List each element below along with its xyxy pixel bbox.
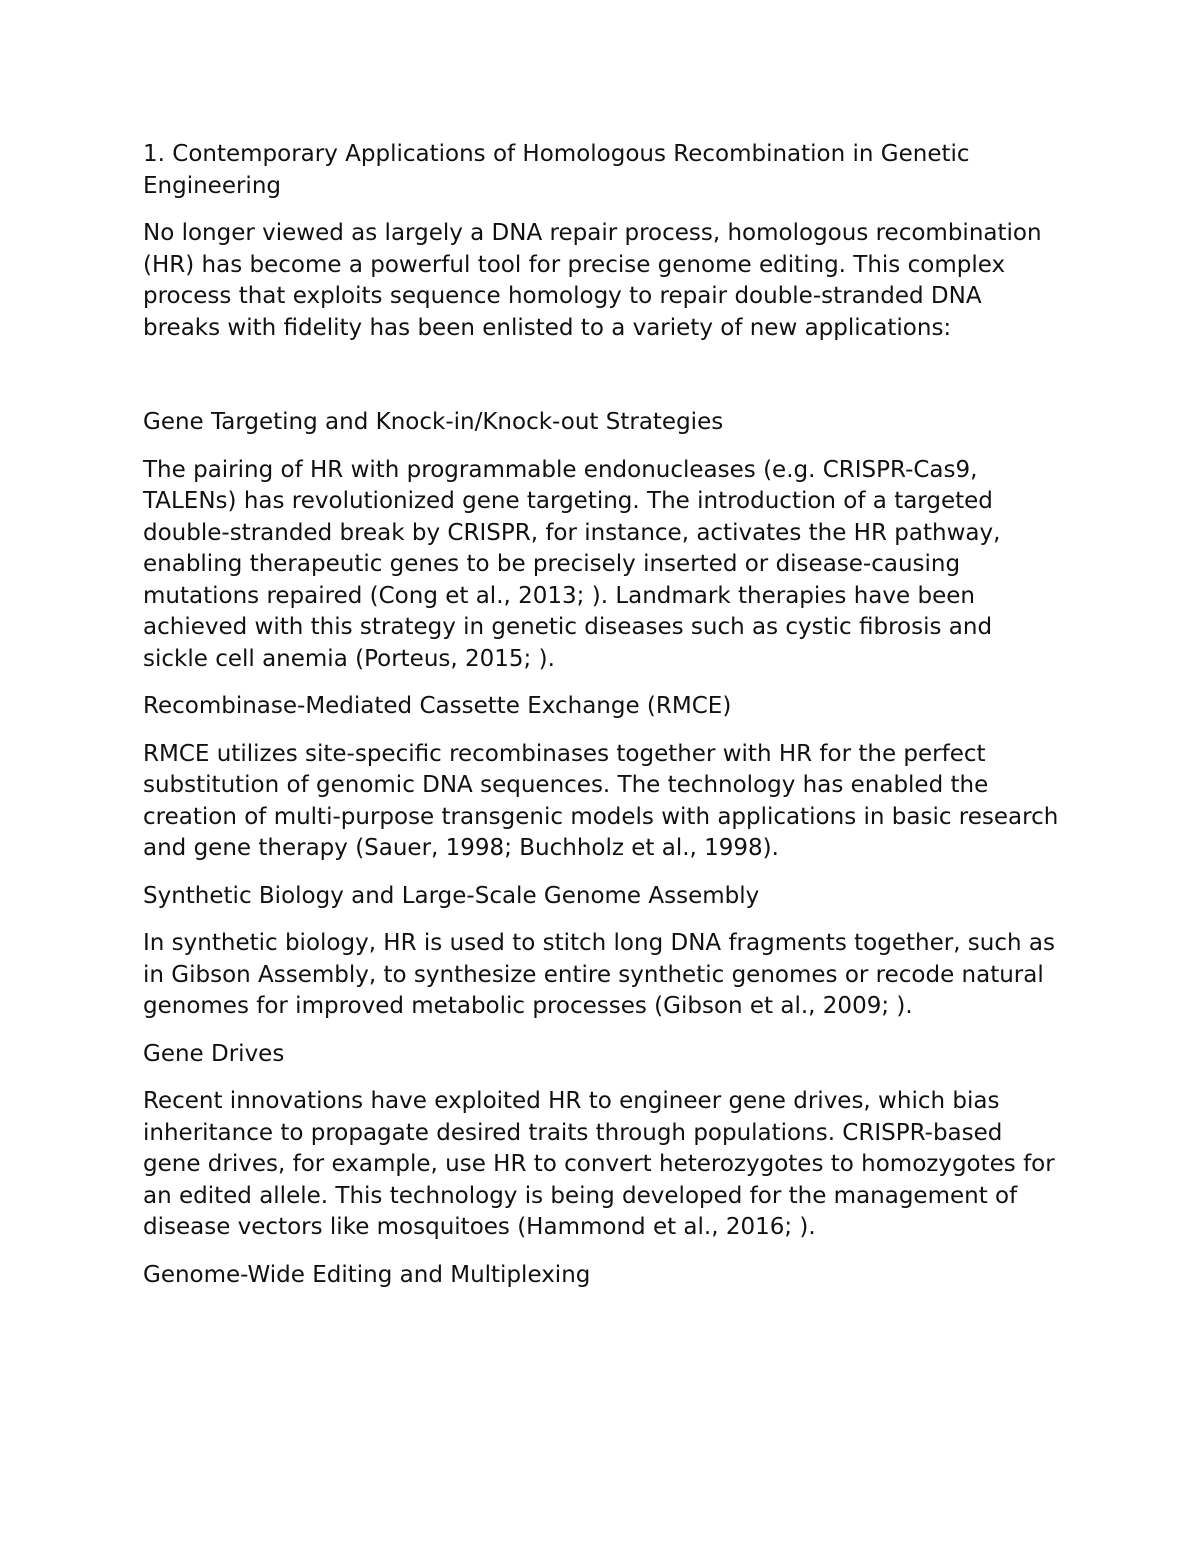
section-heading-genome-wide-editing: Genome-Wide Editing and Multiplexing [143, 1261, 591, 1288]
section-body-gene-targeting: The pairing of HR with programmable endonucleases (e.g. CRISPR-Cas9, TALENs) has revolutionized gene targeting. The introduction of a targeted double-stranded break by CRISPR, for instance, activates the HR pathway, enabling therapeutic genes to be precisely inserted or disease-causing mutations repaired (Cong et al., 2013; ). Landmark therapies have been achieved with this strategy in genetic diseases such as cystic fibrosis and sickle cell anemia (Porteus, 2015; ). [143, 456, 1001, 672]
section-heading-gene-drives: Gene Drives [143, 1040, 285, 1067]
document-page [143, 139, 1063, 1307]
blank-line [143, 360, 1063, 407]
section-body-gene-drives: Recent innovations have exploited HR to engineer gene drives, which bias inheritance to propagate desired traits through populations. CRISPR-based gene drives, for example, use HR to convert heterozygotes to homozygotes for an edited allele. This technology is being developed for the management of disease vectors like mosquitoes (Hammond et al., 2016; ). [143, 1088, 1055, 1240]
intro-paragraph: No longer viewed as largely a DNA repair process, homologous recombination (HR) has become a powerful tool for precise genome editing. This complex process that exploits sequence homology to repair double-stranded DNA breaks with fidelity has been enlisted to a variety of new applications: [143, 220, 1042, 341]
section-heading-rmce: Recombinase-Mediated Cassette Exchange (RMCE) [143, 693, 732, 719]
document-title: 1. Contemporary Applications of Homologous Recombination in Genetic Engineering [143, 141, 970, 199]
section-heading-synthetic-biology: Synthetic Biology and Large-Scale Genome Assembly [143, 882, 760, 909]
section-body-synthetic-biology: In synthetic biology, HR is used to stitch long DNA fragments together, such as in Gibson Assembly, to synthesize entire synthetic genomes or recode natural genomes for improved metabolic processes (Gibson et al., 2009; ). [143, 930, 1055, 1019]
section-body-rmce: RMCE utilizes site-specific recombinases together with HR for the perfect substitution of genomic DNA sequences. The technology has enabled the creation of multi-purpose transgenic models with applications in basic research and gene therapy (Sauer, 1998; Buchholz et al., 1998). [143, 740, 1059, 861]
section-heading-gene-targeting: Gene Targeting and Knock-in/Knock-out Strategies [143, 409, 724, 435]
